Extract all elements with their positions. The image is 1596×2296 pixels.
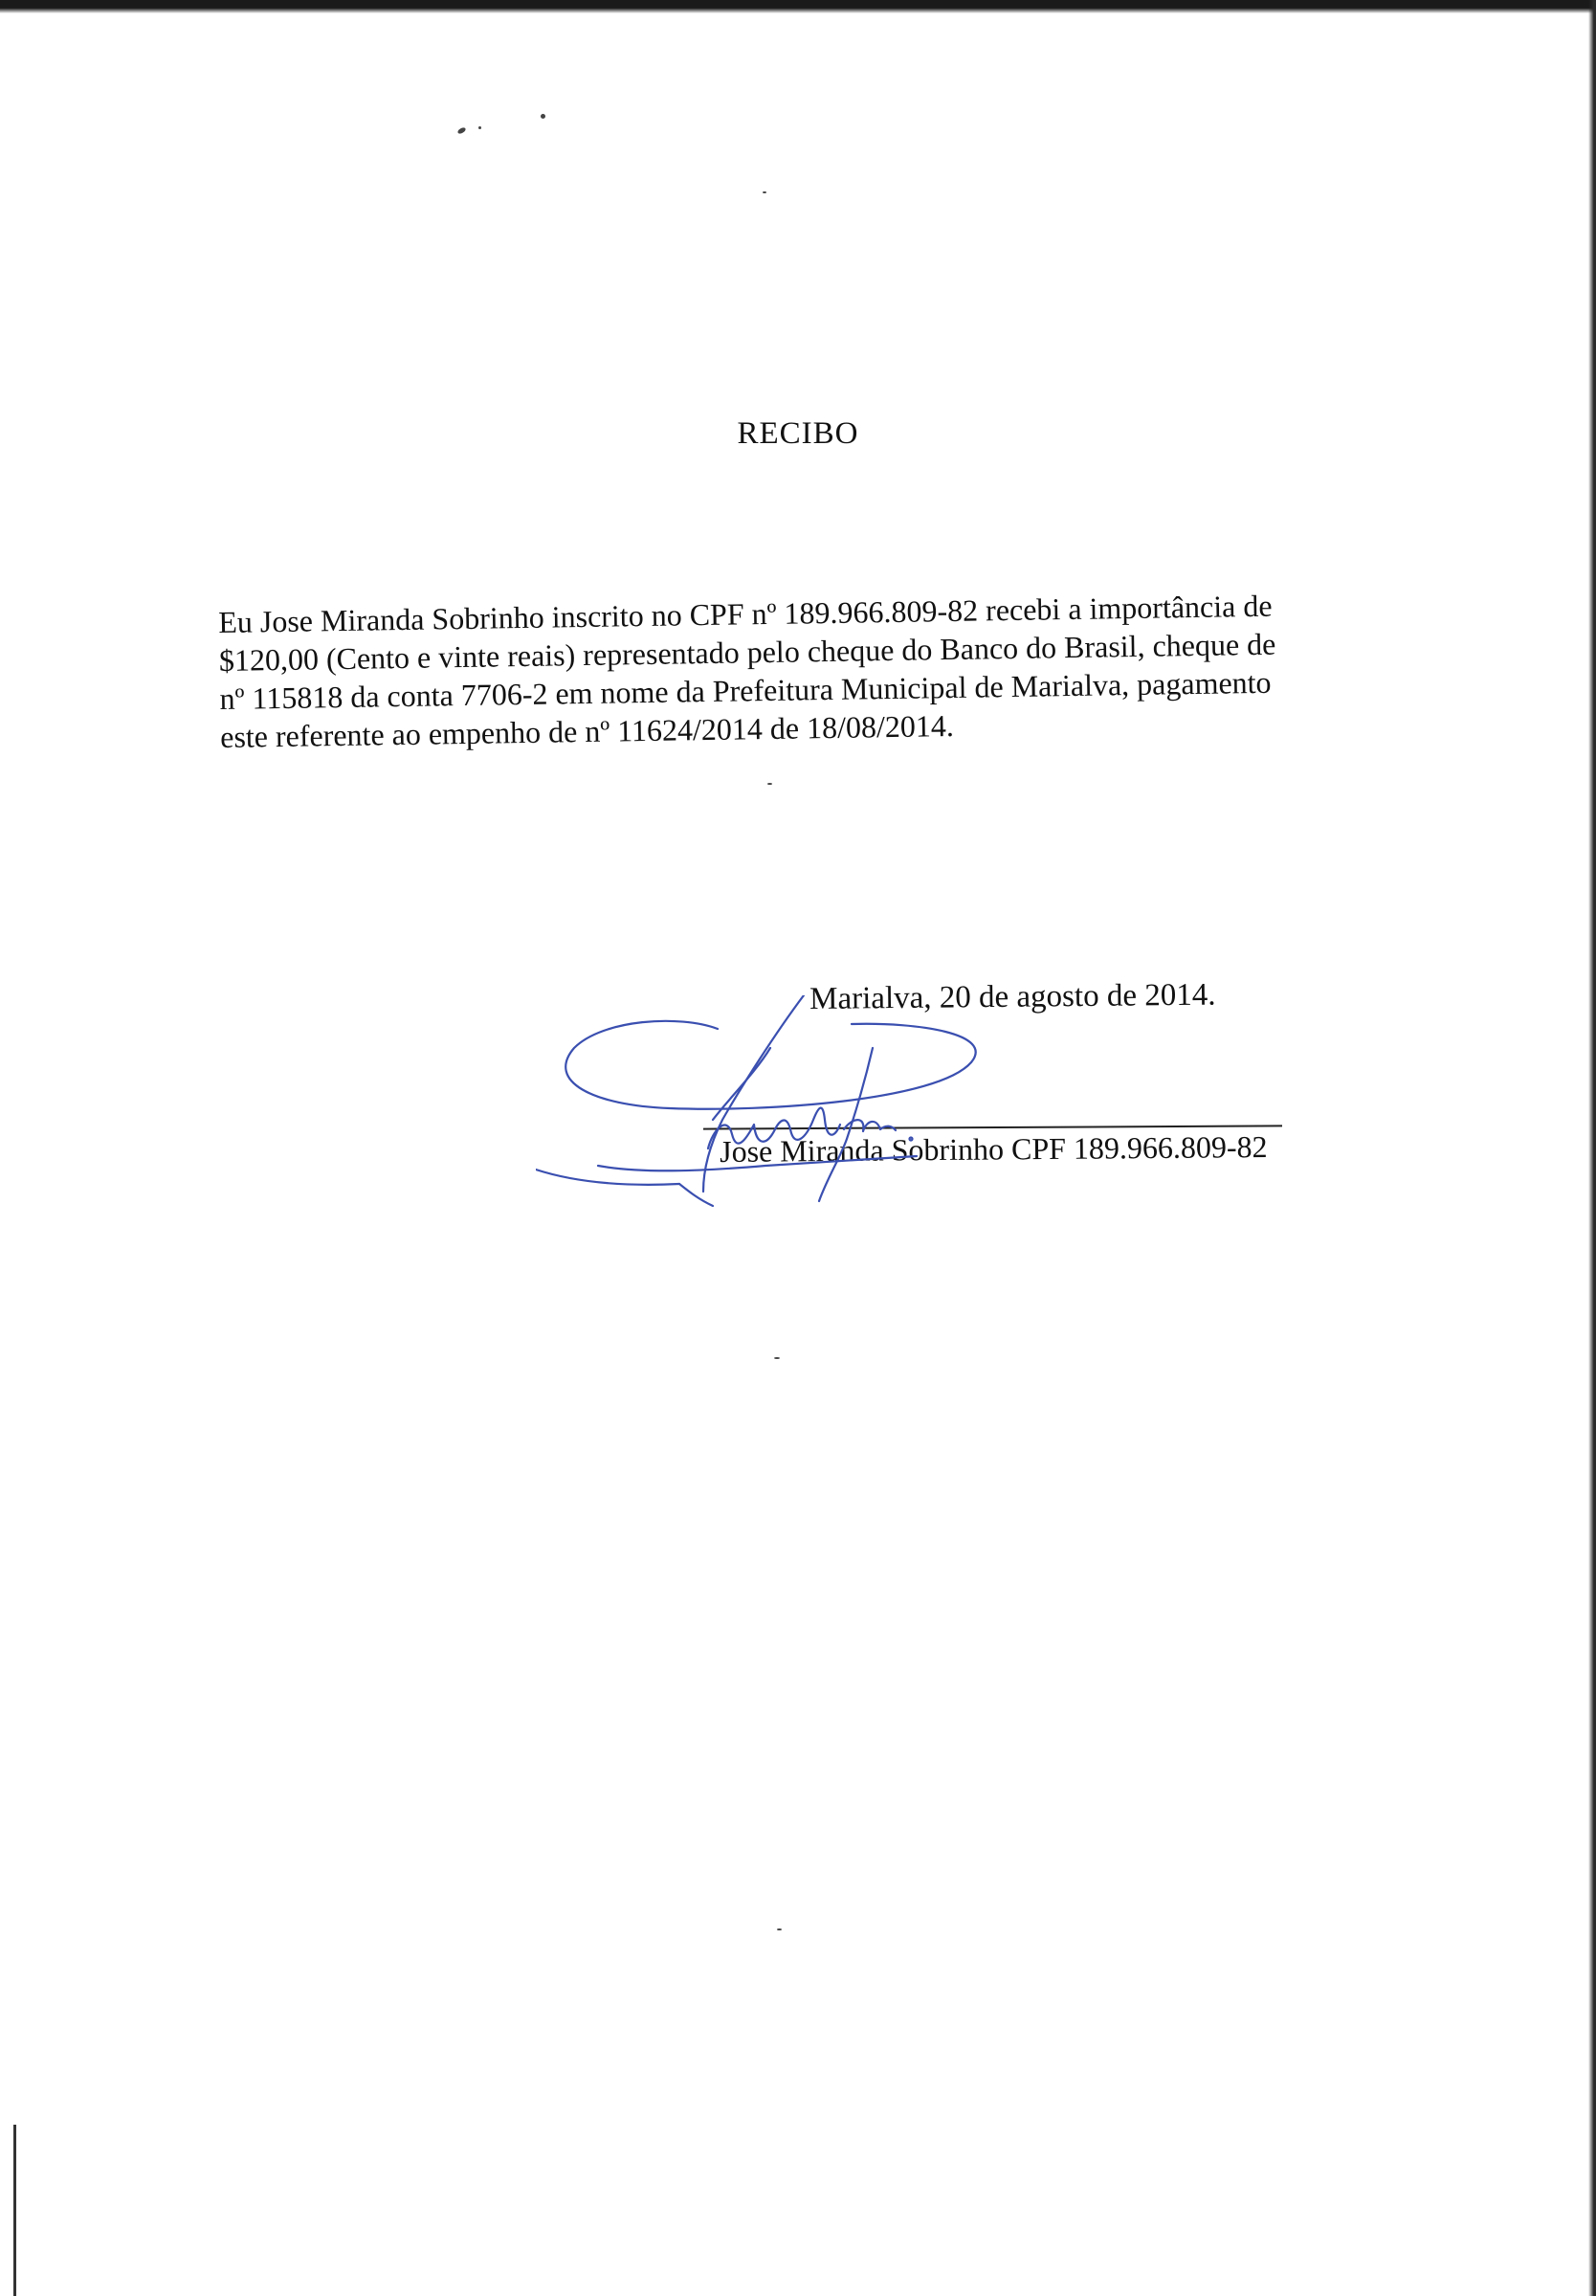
receipt-body bbox=[218, 586, 1330, 756]
scan-speck bbox=[478, 126, 481, 129]
place-and-date: Marialva, 20 de agosto de 2014. bbox=[809, 977, 1216, 1016]
scan-speck bbox=[456, 126, 466, 135]
receipt-body-line: Eu Jose Miranda Sobrinho inscrito no CPF nº 189.966.809-82 recebi a importância de bbox=[218, 588, 1273, 639]
scan-edge-right bbox=[1588, 0, 1596, 2296]
signer-name-cpf: Jose Miranda Sobrinho CPF 189.966.809-82 bbox=[720, 1129, 1268, 1169]
scan-speck bbox=[541, 114, 545, 119]
receipt-body-line: $120,00 (Cento e vinte reais) representado pelo cheque do Banco do Brasil, cheque de bbox=[218, 626, 1276, 678]
document-title: RECIBO bbox=[737, 416, 859, 451]
scan-edge-left-mark bbox=[13, 2125, 16, 2296]
receipt-body-line: este referente ao empenho de nº 11624/2014 de 18/08/2014. bbox=[219, 707, 955, 754]
handwritten-signature bbox=[536, 995, 1033, 1215]
scan-speck bbox=[777, 1928, 782, 1930]
scan-speck bbox=[763, 191, 766, 193]
receipt-body-line: nº 115818 da conta 7706-2 em nome da Prefeitura Municipal de Marialva, pagamento bbox=[219, 664, 1272, 716]
signature-strokes bbox=[536, 995, 976, 1206]
scan-speck bbox=[767, 783, 772, 785]
scan-edge-top bbox=[0, 0, 1596, 13]
scan-speck bbox=[774, 1357, 780, 1359]
